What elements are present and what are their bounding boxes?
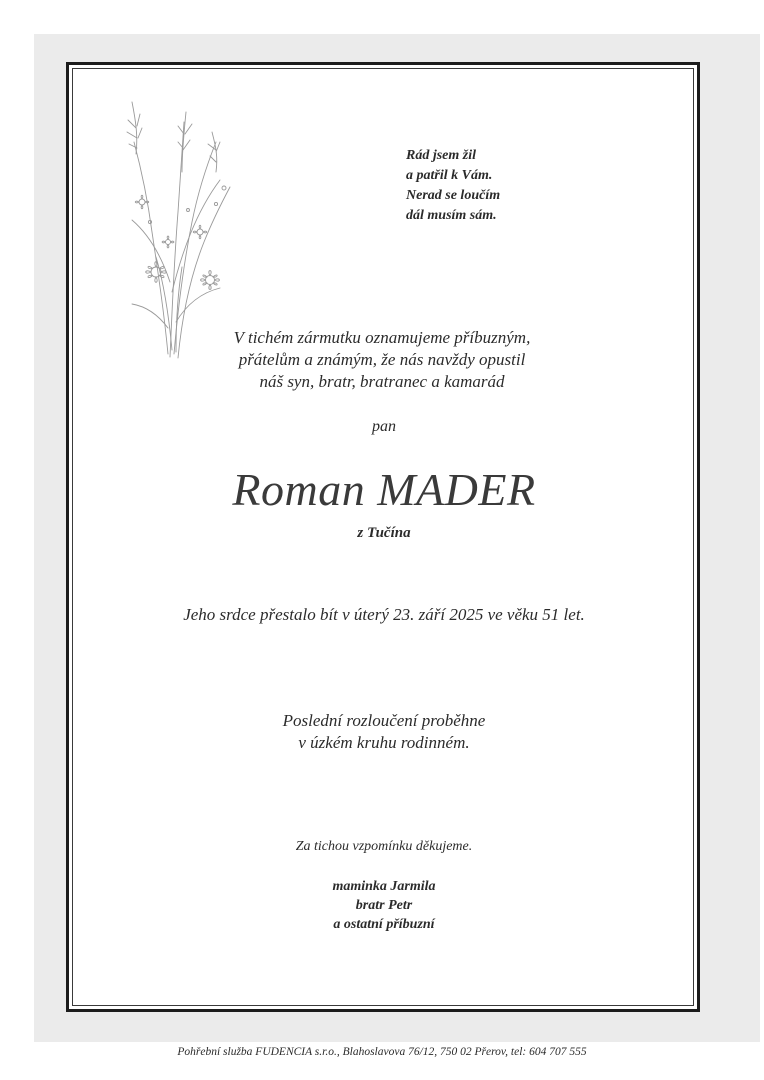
motto-line: Rád jsem žil <box>406 148 477 163</box>
motto-verse <box>406 146 500 226</box>
signer: a ostatní příbuzní <box>333 917 435 932</box>
motto-line: a patřil k Vám. <box>406 168 493 183</box>
death-notice: Jeho srdce přestalo bít v úterý 23. září 2025 ve věku 51 let. <box>183 605 585 624</box>
signer: bratr Petr <box>355 898 413 913</box>
farewell-line: Poslední rozloučení proběhne <box>282 711 486 730</box>
signer: maminka Jarmila <box>332 879 436 894</box>
title-word: pan <box>372 418 396 435</box>
signers-list <box>68 877 700 934</box>
deceased-name: Roman MADER <box>232 464 536 515</box>
announcement-line: V tichém zármutku oznamujeme příbuzným, <box>233 328 531 347</box>
announcement-text <box>172 327 592 393</box>
thanks-line: Za tichou vzpomínku děkujeme. <box>295 839 473 854</box>
motto-line: Nerad se loučím <box>406 188 501 203</box>
farewell-notice <box>68 710 700 754</box>
flower-bouquet-illustration <box>112 92 252 362</box>
motto-line: dál musím sám. <box>406 208 497 223</box>
funeral-service-footer: Pohřební služba FUDENCIA s.r.o., Blahoslavova 76/12, 750 02 Přerov, tel: 604 707 555 <box>177 1046 587 1058</box>
announcement-line: náš syn, bratr, bratranec a kamarád <box>259 372 505 391</box>
farewell-line: v úzkém kruhu rodinném. <box>298 733 470 752</box>
announcement-line: přátelům a známým, že nás navždy opustil <box>238 350 526 369</box>
deceased-origin: z Tučína <box>357 525 411 541</box>
